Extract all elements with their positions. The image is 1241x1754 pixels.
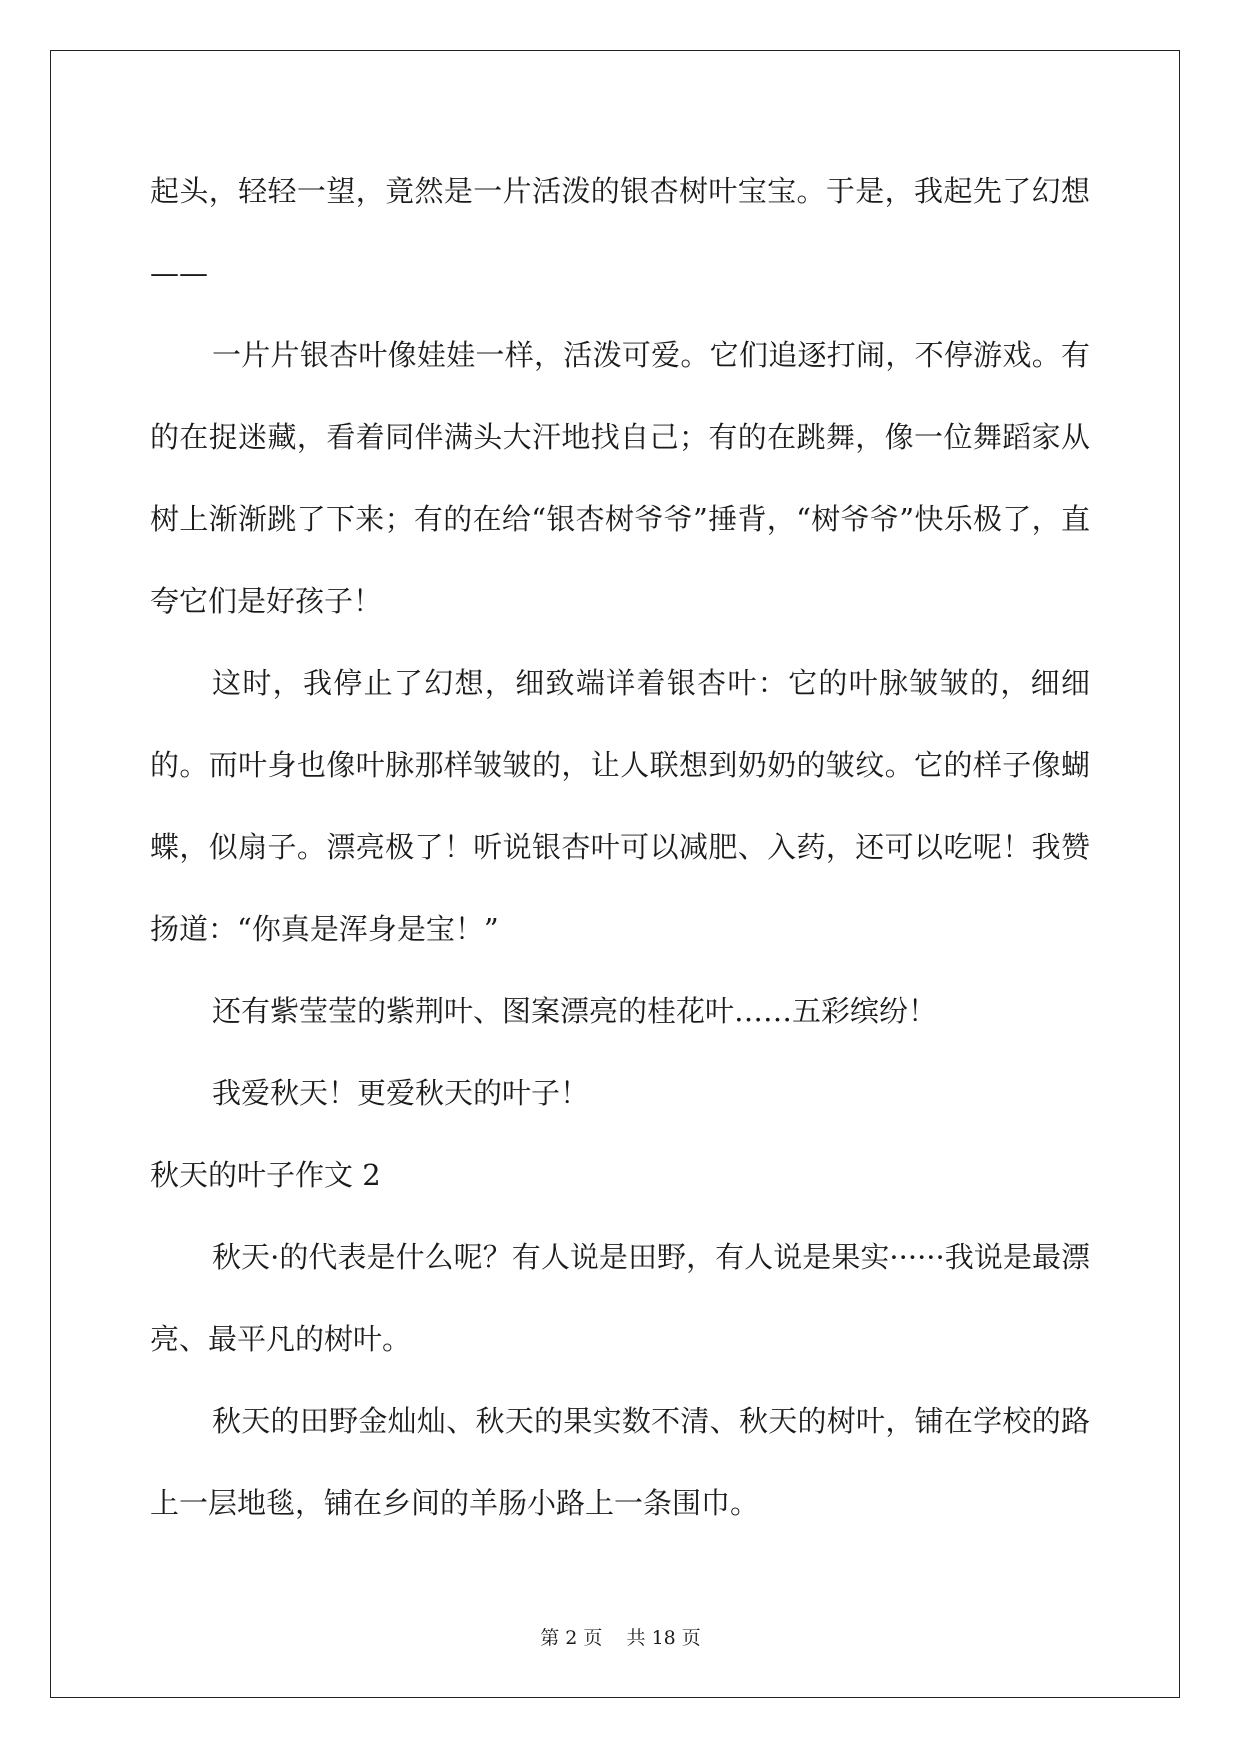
section-title: 秋天的叶子作文 2	[150, 1158, 381, 1192]
paragraph: 起头，轻轻一望，竟然是一片活泼的银杏树叶宝宝。于是，我起先了幻想——	[150, 174, 1090, 290]
paragraph: 我爱秋天！更爱秋天的叶子！	[212, 1076, 590, 1110]
paragraph: 还有紫莹莹的紫荆叶、图案漂亮的桂花叶……五彩缤纷！	[212, 994, 938, 1028]
paragraph: 秋天的田野金灿灿、秋天的果实数不清、秋天的树叶，铺在学校的路上一层地毯，铺在乡间的羊肠小路上一条围巾。	[150, 1404, 1090, 1520]
paragraph: 这时，我停止了幻想，细致端详着银杏叶：它的叶脉皱皱的，细细的。而叶身也像叶脉那样皱皱的，让人联想到奶奶的皱纹。它的样子像蝴蝶，似扇子。漂亮极了！听说银杏叶可以减肥、入药，还可以吃呢！我赞扬道：“你真是浑身是宝！”	[150, 666, 1090, 946]
page-footer: 第 2 页 共 18 页	[540, 1627, 701, 1649]
document-body	[150, 150, 1090, 1544]
paragraph: 秋天·的代表是什么呢？有人说是田野，有人说是果实······我说是最漂亮、最平凡的树叶。	[150, 1240, 1090, 1356]
paragraph: 一片片银杏叶像娃娃一样，活泼可爱。它们追逐打闹，不停游戏。有的在捉迷藏，看着同伴满头大汗地找自己；有的在跳舞，像一位舞蹈家从树上渐渐跳了下来；有的在给“银杏树爷爷”捶背，“树爷爷”快乐极了，直夸它们是好孩子！	[150, 338, 1090, 618]
